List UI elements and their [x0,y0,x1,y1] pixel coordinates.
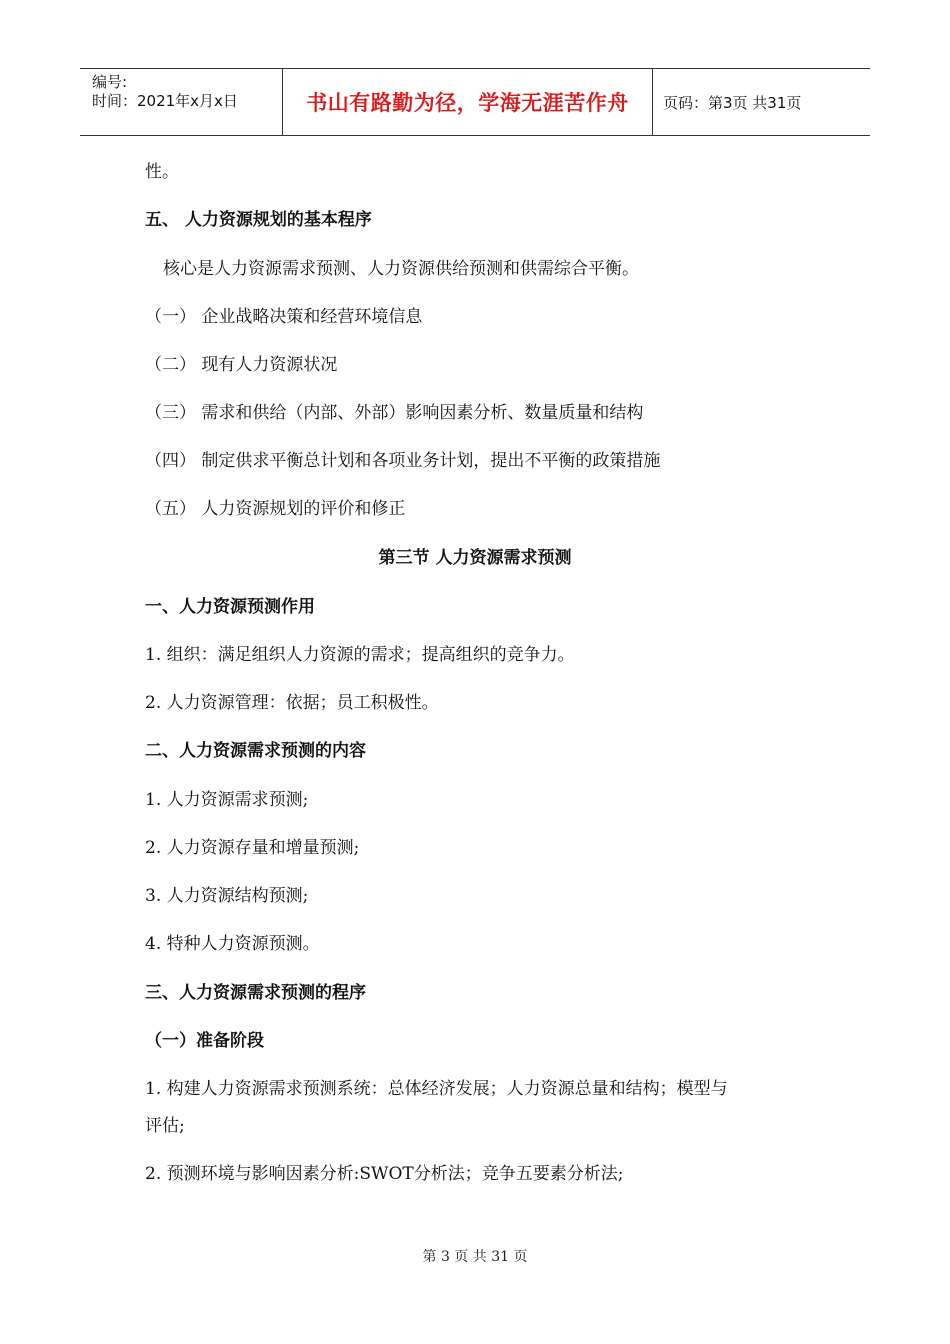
list-item: （三） 需求和供给（内部、外部）影响因素分析、数量质量和结构 [145,403,644,423]
list-item: 2. 人力资源存量和增量预测; [145,838,360,858]
text-line: 评估; [145,1116,185,1136]
section-heading: 三、人力资源需求预测的程序 [145,983,366,1003]
header-motto: 书山有路勤为径，学海无涯苦作舟 [282,69,653,135]
header-meta [80,69,282,135]
section-heading: 二、人力资源需求预测的内容 [145,741,366,761]
page-header [80,68,870,136]
doc-time-label: 时间：2021年x月x日 [92,92,238,110]
list-item: （二） 现有人力资源状况 [145,355,338,375]
list-item: （四） 制定供求平衡总计划和各项业务计划，提出不平衡的政策措施 [145,451,661,471]
list-item: 1. 构建人力资源需求预测系统：总体经济发展；人力资源总量和结构；模型与 [145,1079,728,1099]
section-heading: 一、人力资源预测作用 [145,597,315,617]
text-line: 核心是人力资源需求预测、人力资源供给预测和供需综合平衡。 [163,259,639,279]
header-page-label: 页码：第3页 共31页 [663,93,802,112]
list-item: （五） 人力资源规划的评价和修正 [145,499,406,519]
list-item: 1. 人力资源需求预测; [145,790,309,810]
list-item: （一） 企业战略决策和经营环境信息 [145,307,423,327]
list-item: 3. 人力资源结构预测; [145,886,309,906]
list-item: 4. 特种人力资源预测。 [145,934,320,954]
chapter-heading: 第三节 人力资源需求预测 [378,548,572,568]
subsection-heading: （一）准备阶段 [145,1031,264,1051]
list-item: 2. 预测环境与影响因素分析:SWOT分析法；竞争五要素分析法; [145,1164,624,1184]
text-line: 性。 [145,162,179,182]
page-footer: 第 3 页 共 31 页 [422,1249,528,1265]
section-heading: 五、 人力资源规划的基本程序 [145,210,372,230]
list-item: 2. 人力资源管理：依据；员工积极性。 [145,693,439,713]
doc-number-label: 编号: [92,73,128,91]
list-item: 1. 组织：满足组织人力资源的需求；提高组织的竞争力。 [145,645,575,665]
